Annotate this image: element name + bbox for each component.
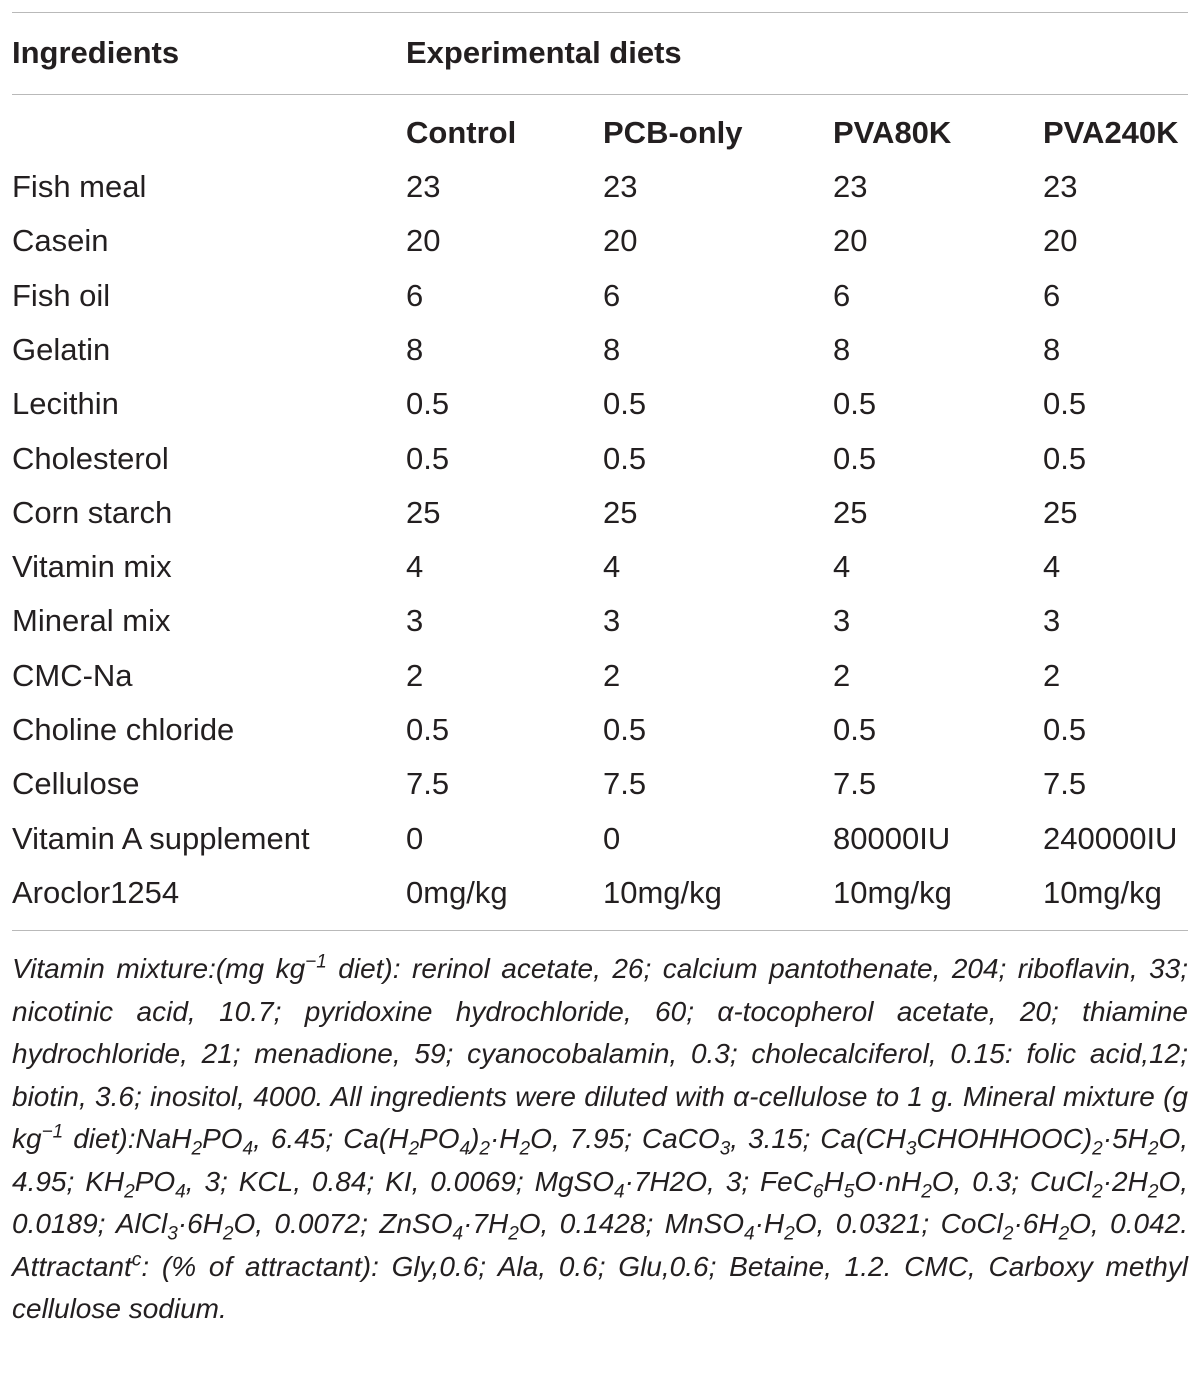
footnote-text: O, 0.0072; ZnSO — [233, 1208, 453, 1239]
footnote-text: diet):NaH — [63, 1123, 192, 1154]
table-cell: 3 — [833, 603, 851, 638]
footnote-sub: 4 — [613, 1181, 625, 1203]
footnote-text: : (% of attractant): Gly,0.6; Ala, 0.6; Glu,0.6; Betaine, 1.2. CMC, Carboxy methyl cellulose sodium. — [12, 1250, 1188, 1324]
table-cell: 10mg/kg — [833, 875, 952, 910]
table-cell: 4 — [406, 549, 424, 584]
table-cell: 20 — [406, 223, 441, 258]
column-header: PCB-only — [603, 115, 743, 150]
row-ingredient-name: Fish meal — [12, 169, 147, 204]
footnote-text: O, 4.95; KH — [12, 1123, 1189, 1197]
table-cell: 4 — [1043, 549, 1061, 584]
table-cell: 23 — [833, 169, 868, 204]
table-cell: 6 — [833, 278, 851, 313]
footnote-sub: 4 — [242, 1138, 254, 1160]
table-cell: 6 — [603, 278, 621, 313]
footnote-sub: 2 — [1147, 1138, 1159, 1160]
table-cell: 4 — [603, 549, 621, 584]
footnote-sub: 4 — [459, 1138, 471, 1160]
footnote-sub: 2 — [408, 1138, 420, 1160]
row-ingredient-name: CMC-Na — [12, 658, 133, 693]
table-cell: 3 — [603, 603, 621, 638]
table-top-rule — [12, 12, 1188, 13]
table-cell: 0.5 — [406, 386, 450, 421]
footnote-text: O, 0.0189; AlCl — [12, 1165, 1188, 1239]
footnote-text: CHOHHOOC) — [916, 1123, 1093, 1154]
table-cell: 0.5 — [603, 712, 647, 747]
footnote-sub: 2 — [479, 1138, 490, 1160]
table-cell: 0.5 — [406, 441, 450, 476]
footnote-text: ) — [470, 1123, 480, 1154]
table-cell: 25 — [1043, 495, 1078, 530]
footnote-sub: 2 — [124, 1181, 135, 1203]
table-cell: 8 — [833, 332, 851, 367]
table-cell: 20 — [833, 223, 868, 258]
header-rule — [12, 94, 1188, 95]
footnote-sub: 2 — [191, 1138, 203, 1160]
footnote-sub: 3 — [167, 1223, 178, 1245]
footnote-text: ·7H — [463, 1208, 509, 1239]
footnote-text: ·6H — [1013, 1208, 1059, 1239]
table-cell: 4 — [833, 549, 851, 584]
row-ingredient-name: Mineral mix — [12, 603, 171, 638]
row-ingredient-name: Fish oil — [12, 278, 111, 313]
footnote-sub: 4 — [452, 1223, 464, 1245]
table-cell: 7.5 — [406, 766, 450, 801]
header-experimental-diets: Experimental diets — [406, 35, 682, 70]
footnote-sub: 2 — [519, 1138, 531, 1160]
footnote-sub: 2 — [1092, 1181, 1103, 1203]
table-cell: 0.5 — [406, 712, 450, 747]
footnote-sup: −1 — [305, 951, 327, 973]
row-ingredient-name: Vitamin mix — [12, 549, 172, 584]
row-ingredient-name: Vitamin A supplement — [12, 821, 310, 856]
footnote-sub: 5 — [843, 1181, 855, 1203]
footnote-text: ·2H — [1102, 1165, 1148, 1197]
footnote-sub: 2 — [1092, 1138, 1103, 1160]
footnote-text: O, 0.3; CuCl — [931, 1165, 1093, 1197]
table-cell: 8 — [1043, 332, 1061, 367]
footnote-text: PO — [202, 1123, 243, 1154]
footnote-text: ·H — [754, 1208, 785, 1239]
table-cell: 25 — [833, 495, 868, 530]
table-cell: 0.5 — [1043, 712, 1087, 747]
header-ingredients: Ingredients — [12, 35, 180, 70]
table-cell: 80000IU — [833, 821, 951, 856]
table-cell: 25 — [603, 495, 638, 530]
footnote-sub: 2 — [222, 1223, 234, 1245]
table-footnote — [12, 948, 1188, 1331]
table-bottom-rule — [12, 930, 1188, 931]
row-ingredient-name: Gelatin — [12, 332, 111, 367]
table-cell: 10mg/kg — [603, 875, 722, 910]
table-cell: 25 — [406, 495, 441, 530]
footnote-text: ·H — [489, 1123, 520, 1154]
column-header: PVA80K — [833, 115, 952, 150]
table-cell: 0 — [603, 821, 621, 856]
row-ingredient-name: Choline chloride — [12, 712, 235, 747]
footnote-sup: c — [131, 1249, 142, 1271]
footnote-sub: 2 — [921, 1181, 932, 1203]
table-cell: 0.5 — [833, 441, 877, 476]
table-cell: 8 — [603, 332, 621, 367]
footnote-sub: 3 — [905, 1138, 917, 1160]
table-cell: 0.5 — [833, 712, 877, 747]
footnote-text: ·7H2O, 3; FeC — [624, 1165, 813, 1197]
table-cell: 7.5 — [1043, 766, 1087, 801]
table-cell: 0.5 — [833, 386, 877, 421]
footnote-sub: 4 — [175, 1181, 186, 1203]
row-ingredient-name: Cellulose — [12, 766, 140, 801]
row-ingredient-name: Casein — [12, 223, 109, 258]
table-cell: 0.5 — [603, 386, 647, 421]
row-ingredient-name: Lecithin — [12, 386, 119, 421]
footnote-sup: −1 — [41, 1121, 64, 1143]
table-cell: 20 — [603, 223, 638, 258]
footnote-sub: 2 — [1058, 1223, 1070, 1245]
table-cell: 2 — [406, 658, 424, 693]
footnote-sub: 4 — [744, 1223, 755, 1245]
table-cell: 23 — [603, 169, 638, 204]
column-header: Control — [406, 115, 517, 150]
table-cell: 10mg/kg — [1043, 875, 1162, 910]
row-ingredient-name: Aroclor1254 — [12, 875, 180, 910]
footnote-text: , 6.45; Ca(H — [253, 1123, 409, 1154]
table-cell: 0.5 — [603, 441, 647, 476]
footnote-sub: 2 — [1147, 1181, 1159, 1203]
table-cell: 6 — [1043, 278, 1061, 313]
table-cell: 0.5 — [1043, 386, 1087, 421]
footnote-text: ·6H — [177, 1208, 223, 1239]
row-ingredient-name: Corn starch — [12, 495, 173, 530]
column-header: PVA240K — [1043, 115, 1179, 150]
footnote-text: , 3; KCL, 0.84; KI, 0.0069; MgSO — [185, 1165, 614, 1197]
table-cell: 23 — [1043, 169, 1078, 204]
table-cell: 2 — [833, 658, 851, 693]
table-cell: 0 — [406, 821, 424, 856]
footnote-text: O, 0.1428; MnSO — [518, 1208, 745, 1239]
table-cell: 240000IU — [1043, 821, 1178, 856]
table-cell: 8 — [406, 332, 424, 367]
table-cell: 0.5 — [1043, 441, 1087, 476]
table-cell: 7.5 — [833, 766, 877, 801]
footnote-sub: 3 — [719, 1138, 731, 1160]
table-cell: 0mg/kg — [406, 875, 508, 910]
footnote-sub: 2 — [1002, 1223, 1014, 1245]
footnote-text: O, 7.95; CaCO — [530, 1123, 720, 1154]
footnote-text: PO — [419, 1123, 460, 1154]
table-cell: 6 — [406, 278, 424, 313]
footnote-text: PO — [134, 1165, 176, 1197]
row-ingredient-name: Cholesterol — [12, 441, 169, 476]
footnote-text: O, 0.042. Attractant — [12, 1208, 1189, 1282]
footnote-text: ·5H — [1102, 1123, 1148, 1154]
table-cell: 2 — [1043, 658, 1061, 693]
table-cell: 23 — [406, 169, 441, 204]
footnote-text: , 3.15; Ca(CH — [730, 1123, 906, 1154]
table-cell: 20 — [1043, 223, 1078, 258]
table-cell: 7.5 — [603, 766, 647, 801]
footnote-sub: 6 — [812, 1181, 824, 1203]
table-cell: 3 — [406, 603, 424, 638]
footnote-text: Vitamin mixture:(mg kg — [12, 953, 306, 984]
table-cell: 2 — [603, 658, 621, 693]
footnote-text: H — [823, 1165, 844, 1197]
table-cell: 3 — [1043, 603, 1061, 638]
footnote-sub: 2 — [508, 1223, 519, 1245]
footnote-text: O, 0.0321; CoCl — [794, 1208, 1003, 1239]
footnote-text: O·nH — [854, 1165, 922, 1197]
footnote-sub: 2 — [784, 1223, 795, 1245]
footnote-text: diet): rerinol acetate, 26; calcium pantothenate, 204; riboflavin, 33; nicotinic acid, 10.7; pyridoxine hydrochloride, 60; α-tocopherol acetate, 20; thiamine hydrochloride, 21; menadione, 59; cyanocobalamin, 0.3; cholecalciferol, 0.15: folic acid,12; biotin, 3.6; inositol, 4000. All ingredients were diluted with α-cellulose to 1 g. Mineral mixture (g kg — [12, 953, 1188, 1154]
